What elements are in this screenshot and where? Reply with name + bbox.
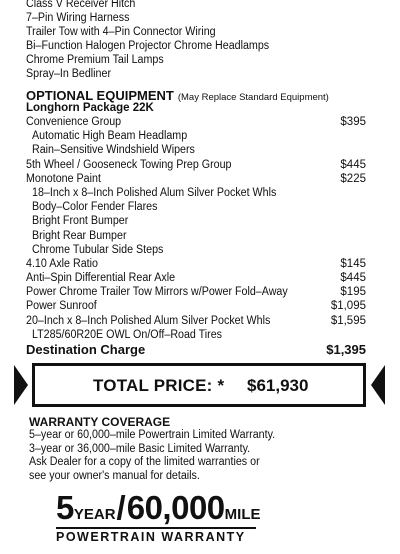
option-row [26, 129, 366, 143]
badge-years: 5 [56, 489, 74, 526]
standard-equipment-item: 7–Pin Wiring Harness [26, 12, 130, 24]
option-label: LT285/60R20E OWL On/Off–Road Tires [32, 328, 223, 341]
option-price: $395 [340, 116, 366, 128]
option-price: $445 [340, 158, 366, 171]
option-row [26, 314, 366, 328]
total-price-value: $61,930 [247, 376, 309, 395]
option-row [26, 214, 366, 228]
warranty-line: see your owner's manual for details. [29, 469, 200, 482]
option-label: Monotone Paint [26, 172, 101, 185]
option-row [26, 172, 366, 186]
option-label: Power Chrome Trailer Tow Mirrors w/Power Fold–Away [26, 286, 288, 299]
option-label: Body–Color Fender Flares [32, 201, 158, 214]
arrow-left-icon [371, 365, 385, 405]
option-row [26, 115, 366, 129]
warranty-line: Ask Dealer for a copy of the limited warranties or [29, 456, 260, 468]
option-label: Chrome Tubular Side Steps [32, 243, 164, 256]
option-label: 4.10 Axle Ratio [26, 257, 98, 270]
option-label: Bright Front Bumper [32, 215, 129, 228]
option-row [26, 186, 366, 200]
badge-slash: / [116, 489, 126, 526]
option-row [26, 271, 366, 285]
option-label: Automatic High Beam Headlamp [32, 130, 188, 143]
option-price: $195 [340, 286, 366, 299]
option-row [26, 200, 366, 214]
option-price: $1,595 [330, 314, 366, 327]
standard-equipment-item: Bi–Function Halogen Projector Chrome Headlamps [26, 40, 270, 52]
warranty-title: WARRANTY COVERAGE [29, 415, 171, 429]
option-row [26, 229, 366, 243]
option-label: 18–Inch x 8–Inch Polished Alum Silver Pocket Whls [32, 186, 277, 199]
arrow-right-icon [14, 365, 28, 405]
badge-years-unit: YEAR [73, 506, 116, 523]
total-price-label: TOTAL PRICE: * [93, 376, 225, 395]
package-name: Longhorn Package 22K [26, 102, 154, 114]
option-row [26, 158, 366, 172]
option-row [26, 328, 366, 342]
option-row [26, 243, 366, 257]
optional-equipment-title: OPTIONAL EQUIPMENT [26, 88, 174, 103]
standard-equipment-item: Spray–In Bedliner [26, 68, 112, 80]
standard-equipment-item: Class V Receiver Hitch [26, 0, 136, 10]
option-price: $145 [340, 257, 366, 270]
option-price: $445 [340, 272, 366, 285]
standard-equipment-item: Trailer Tow with 4–Pin Connector Wiring [26, 26, 216, 38]
destination-charge-row [26, 342, 366, 358]
option-price: $1,095 [330, 300, 366, 313]
destination-charge-price: $1,395 [326, 342, 366, 357]
option-row [26, 285, 366, 299]
badge-miles-unit: MILE [224, 506, 261, 523]
standard-equipment-list [26, 0, 376, 81]
option-label: 20–Inch x 8–Inch Polished Alum Silver Pocket Whls [26, 314, 271, 327]
powertrain-warranty-badge [56, 490, 261, 545]
option-label: Bright Rear Bumper [32, 229, 127, 242]
total-price-box [32, 363, 366, 407]
option-label: Convenience Group [26, 116, 122, 128]
optional-equipment-list [26, 115, 366, 342]
badge-headline [56, 490, 261, 526]
badge-divider [56, 527, 256, 529]
warranty-line: 3–year or 36,000–mile Basic Limited Warranty. [29, 442, 251, 455]
option-label: Rain–Sensitive Windshield Wipers [32, 144, 195, 157]
destination-charge-label: Destination Charge [26, 342, 146, 357]
option-label: 5th Wheel / Gooseneck Towing Prep Group [26, 158, 232, 171]
badge-miles: 60,000 [126, 489, 225, 526]
option-row [26, 299, 366, 313]
option-label: Power Sunroof [26, 300, 97, 313]
option-row [26, 257, 366, 271]
option-price: $225 [340, 172, 366, 185]
badge-subtitle: POWERTRAIN WARRANTY [56, 530, 246, 544]
warranty-line: 5–year or 60,000–mile Powertrain Limited Warranty. [29, 429, 276, 441]
option-row [26, 143, 366, 157]
warranty-coverage [29, 415, 349, 483]
option-label: Anti–Spin Differential Rear Axle [26, 272, 176, 285]
standard-equipment-item: Chrome Premium Tail Lamps [26, 54, 164, 66]
optional-equipment-note: (May Replace Standard Equipment) [177, 92, 329, 103]
